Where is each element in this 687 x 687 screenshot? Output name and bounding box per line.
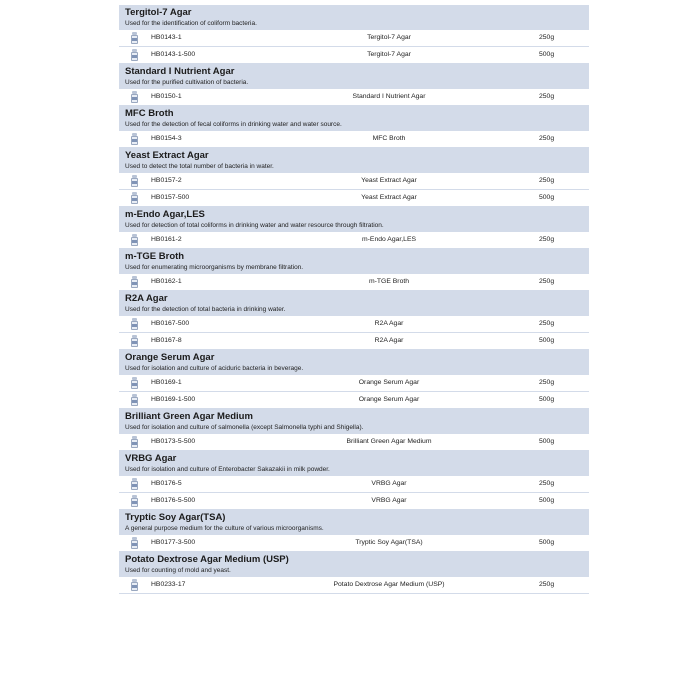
package-size: 250g (539, 93, 555, 100)
bottle-icon (131, 32, 138, 44)
product-row (119, 392, 589, 409)
product-row (119, 333, 589, 350)
section-header (119, 510, 589, 535)
bottle-icon (131, 377, 138, 389)
product-description: Used for the detection of fecal coliforms in drinking water and water source. (125, 121, 342, 128)
product-description: Used for enumerating microorganisms by membrane filtration. (125, 264, 304, 271)
package-size: 500g (539, 51, 555, 58)
bottle-icon (131, 91, 138, 103)
product-title: VRBG Agar (125, 453, 177, 464)
product-row (119, 375, 589, 392)
catalog-number: HB0169-1-500 (151, 396, 196, 403)
bottle-icon (131, 579, 138, 591)
catalog-number: HB0167-500 (151, 320, 190, 327)
product-title: Yeast Extract Agar (125, 150, 209, 161)
section-header (119, 409, 589, 434)
package-size: 250g (539, 177, 555, 184)
product-description: Used for the purified cultivation of bacteria. (125, 79, 249, 86)
product-section (119, 409, 589, 451)
package-size: 250g (539, 320, 555, 327)
product-row (119, 173, 589, 190)
section-header (119, 5, 589, 30)
product-title: Standard I Nutrient Agar (125, 66, 235, 77)
bottle-icon (131, 394, 138, 406)
product-section (119, 207, 589, 249)
product-row (119, 577, 589, 594)
section-header (119, 552, 589, 577)
product-title: Tergitol-7 Agar (125, 7, 192, 18)
catalog-number: HB0173-5-500 (151, 438, 196, 445)
product-name: m-TGE Broth (368, 278, 410, 285)
product-title: R2A Agar (125, 293, 168, 304)
section-header (119, 148, 589, 173)
bottle-icon (131, 537, 138, 549)
product-row (119, 30, 589, 47)
bottle-icon (131, 175, 138, 187)
catalog-number: HB0157-2 (151, 177, 182, 184)
package-size: 250g (539, 34, 555, 41)
product-name: Potato Dextrose Agar Medium (USP) (333, 581, 445, 588)
product-section (119, 249, 589, 291)
product-name: m-Endo Agar,LES (361, 236, 417, 243)
product-name: Tryptic Soy Agar(TSA) (355, 539, 423, 546)
bottle-icon (131, 234, 138, 246)
product-section (119, 350, 589, 409)
package-size: 250g (539, 135, 555, 142)
product-name: Yeast Extract Agar (361, 194, 417, 201)
section-header (119, 64, 589, 89)
section-header (119, 451, 589, 476)
product-name: VRBG Agar (371, 480, 407, 487)
catalog-number: HB0169-1 (151, 379, 182, 386)
bottle-icon (131, 276, 138, 288)
product-name: Orange Serum Agar (358, 379, 420, 386)
product-section (119, 510, 589, 552)
product-description: Used to detect the total number of bacteria in water. (125, 163, 274, 170)
catalog-number: HB0177-3-500 (151, 539, 196, 546)
catalog-number: HB0154-3 (151, 135, 182, 142)
package-size: 500g (539, 337, 555, 344)
product-title: MFC Broth (125, 108, 174, 119)
product-name: VRBG Agar (371, 497, 407, 504)
product-section (119, 552, 589, 594)
section-header (119, 207, 589, 232)
product-name: Tergitol-7 Agar (367, 34, 411, 41)
product-title: m-TGE Broth (125, 251, 185, 262)
product-row (119, 434, 589, 451)
package-size: 500g (539, 438, 555, 445)
product-row (119, 274, 589, 291)
bottle-icon (131, 318, 138, 330)
product-title: Brilliant Green Agar Medium (125, 411, 253, 422)
package-size: 250g (539, 581, 555, 588)
package-size: 500g (539, 539, 555, 546)
product-title: Tryptic Soy Agar(TSA) (125, 512, 226, 523)
product-name: Orange Serum Agar (358, 396, 420, 403)
bottle-icon (131, 478, 138, 490)
product-section (119, 106, 589, 148)
product-section (119, 451, 589, 510)
product-description: Used for the identification of coliform bacteria. (125, 20, 257, 27)
product-name: MFC Broth (372, 135, 406, 142)
catalog-number: HB0157-500 (151, 194, 190, 201)
product-description: Used for counting of mold and yeast. (125, 567, 231, 574)
package-size: 500g (539, 396, 555, 403)
catalog-number: HB0162-1 (151, 278, 182, 285)
product-row (119, 190, 589, 207)
bottle-icon (131, 436, 138, 448)
product-row (119, 47, 589, 64)
product-name: R2A Agar (374, 337, 404, 344)
product-name: Brilliant Green Agar Medium (346, 438, 432, 445)
product-row (119, 316, 589, 333)
catalog-number: HB0143-1 (151, 34, 182, 41)
product-row (119, 131, 589, 148)
section-header (119, 350, 589, 375)
package-size: 500g (539, 497, 555, 504)
package-size: 250g (539, 480, 555, 487)
product-name: Tergitol-7 Agar (367, 51, 411, 58)
catalog-number: HB0143-1-500 (151, 51, 196, 58)
product-name: Yeast Extract Agar (361, 177, 417, 184)
bottle-icon (131, 192, 138, 204)
product-description: Used for isolation and culture of salmonella (except Salmonella typhi and Shigella). (125, 424, 364, 431)
catalog-number: HB0233-17 (151, 581, 186, 588)
bottle-icon (131, 133, 138, 145)
product-row (119, 535, 589, 552)
catalog-number: HB0150-1 (151, 93, 182, 100)
catalog-number: HB0176-5 (151, 480, 182, 487)
product-description: A general purpose medium for the culture of various microorganisms. (125, 525, 324, 532)
product-description: Used for detection of total coliforms in drinking water and water resource through filtration. (125, 222, 384, 229)
product-title: m-Endo Agar,LES (125, 209, 205, 220)
package-size: 250g (539, 236, 555, 243)
catalog-number: HB0176-5-500 (151, 497, 196, 504)
product-description: Used for the detection of total bacteria in drinking water. (125, 306, 286, 313)
product-name: Standard I Nutrient Agar (352, 93, 426, 100)
product-section (119, 148, 589, 207)
bottle-icon (131, 495, 138, 507)
product-catalog (119, 5, 589, 594)
product-row (119, 493, 589, 510)
section-header (119, 291, 589, 316)
product-name: R2A Agar (374, 320, 404, 327)
product-row (119, 232, 589, 249)
product-section (119, 291, 589, 350)
product-row (119, 476, 589, 493)
product-title: Orange Serum Agar (125, 352, 215, 363)
product-row (119, 89, 589, 106)
section-header (119, 249, 589, 274)
product-title: Potato Dextrose Agar Medium (USP) (125, 554, 289, 565)
catalog-number: HB0167-8 (151, 337, 182, 344)
package-size: 250g (539, 379, 555, 386)
bottle-icon (131, 49, 138, 61)
product-section (119, 64, 589, 106)
catalog-number: HB0161-2 (151, 236, 182, 243)
product-description: Used for isolation and culture of aciduric bacteria in beverage. (125, 365, 304, 372)
package-size: 250g (539, 278, 555, 285)
product-description: Used for isolation and culture of Enterobacter Sakazakii in milk powder. (125, 466, 330, 473)
bottle-icon (131, 335, 138, 347)
package-size: 500g (539, 194, 555, 201)
product-section (119, 5, 589, 64)
section-header (119, 106, 589, 131)
